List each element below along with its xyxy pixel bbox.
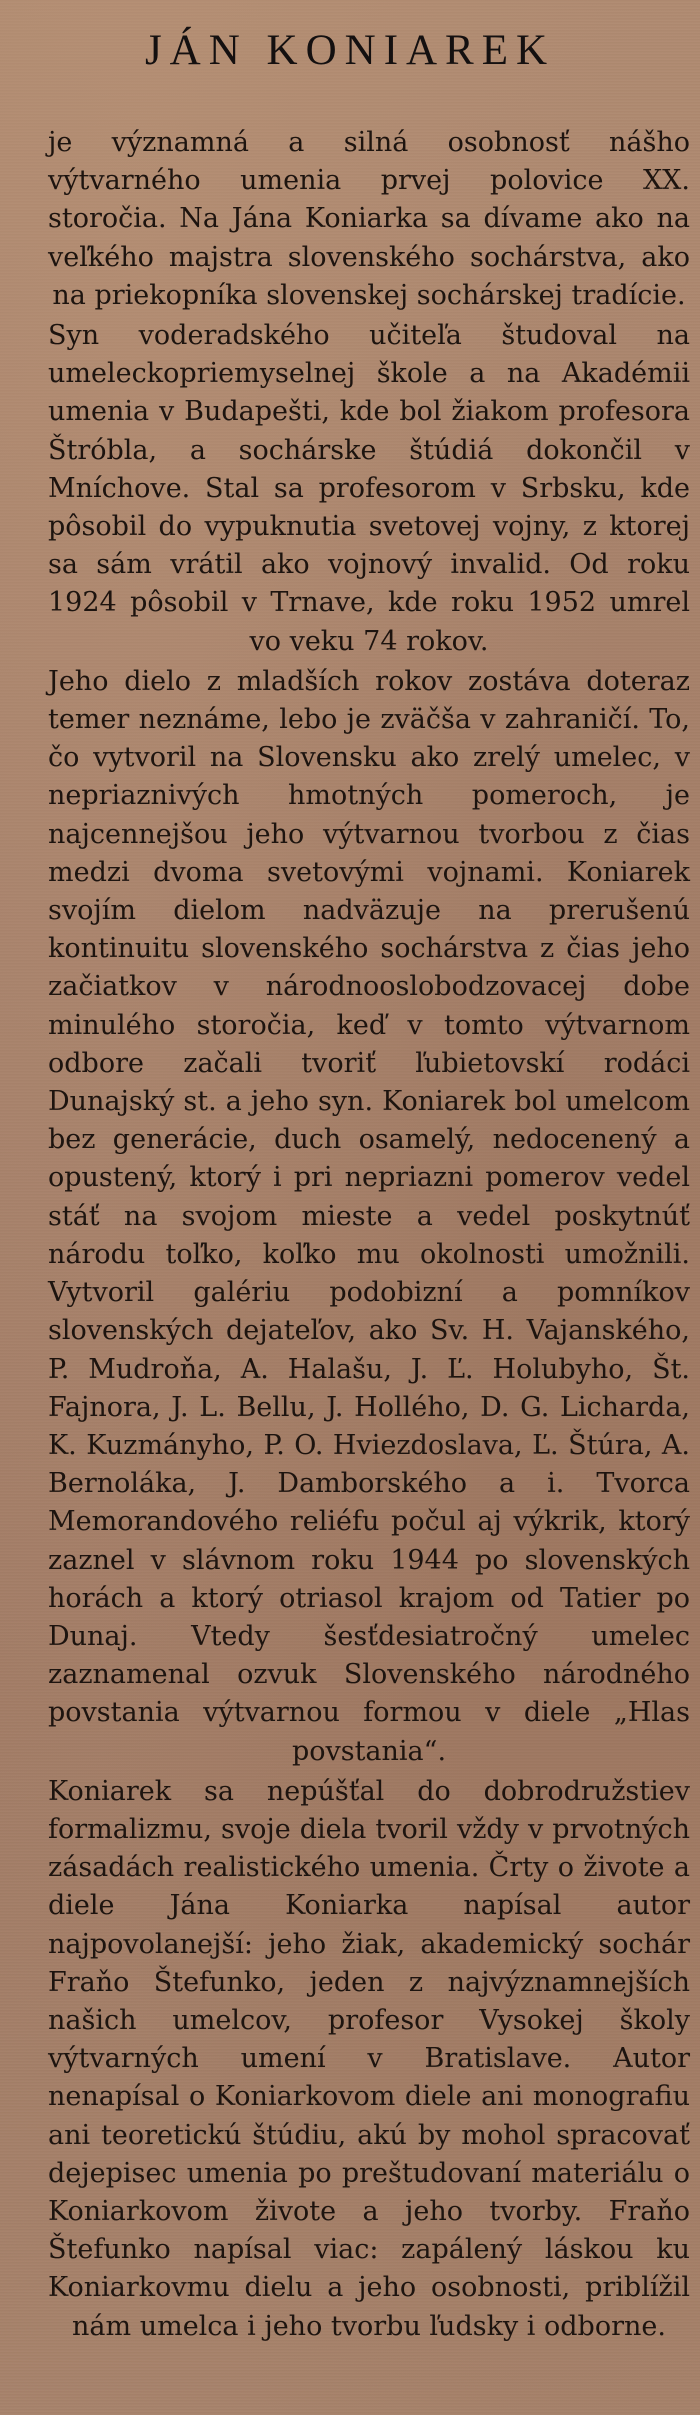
paragraph-book: Koniarek sa nepúšťal do dobrodružstiev formalizmu, svoje diela tvoril vždy v prvotných zásadách realistického umenia. Črty o živote a diele Jána Koniarka napísal autor najpovolanejší: jeho žiak, akademický sochár Fraňo Štefunko, jeden z najvýznamnejších našich umelcov, profesor Vysokej školy výtvarných umení v Bratislave. Autor nenapísal o Koniarkovom diele ani monografiu ani teoretickú štúdiu, akú by mohol spracovať dejepisec umenia po preštudovaní materiálu o Koniarkovom živote a jeho tvorby. Fraňo Štefunko napísal viac: zapálený láskou ku Koniarkovmu dielu a jeho osobnosti, priblížil nám umelca i jeho tvorbu ľudsky i odborne. xyxy=(48,1775,690,2342)
paragraph-biography: Syn voderadského učiteľa študoval na umeleckopriemyselnej škole a na Akadémii umenia v Budapešti, kde bol žiakom profesora Štróbla, a sochárske štúdiá dokončil v Mníchove. Stal sa profesorom v Srbsku, kde pôsobil do vypuknutia svetovej vojny, z ktorej sa sám vrátil ako vojnový invalid. Od roku 1924 pôsobil v Trnave, kde roku 1952 umrel vo veku 74 rokov. xyxy=(48,320,690,657)
page-title: JÁN KONIAREK xyxy=(144,27,556,74)
body-text xyxy=(0,124,700,2346)
paragraph-intro: je významná a silná osobnosť nášho výtvarného umenia prvej polovice XX. storočia. Na Jána Koniarka sa dívame ako na veľkého majstra slovenského sochárstva, ako na priekopníka slovenskej sochárskej tradície. xyxy=(48,127,690,311)
paragraph-work: Jeho dielo z mladších rokov zostáva doteraz temer neznáme, lebo je zväčša v zahraničí. To, čo vytvoril na Slovensku ako zrelý umelec, v nepriaznivých hmotných pomeroch, je najcennejšou jeho výtvarnou tvorbou z čias medzi dvoma svetovými vojnami. Koniarek svojím dielom nadväzuje na prerušenú kontinuitu slovenského sochárstva z čias jeho začiatkov v národnooslobodzovacej dobe minulého storočia, keď v tomto výtvarnom odbore začali tvoriť ľubietovskí rodáci Dunajský st. a jeho syn. Koniarek bol umelcom bez generácie, duch osamelý, nedocenený a opustený, ktorý i pri nepriazni pomerov vedel stáť na svojom mieste a vedel poskytnúť národu toľko, koľko mu okolnosti umožnili. Vytvoril galériu podobizní a pomníkov slovenských dejateľov, ako Sv. H. Vajanského, P. Mudroňa, A. Halašu, J. Ľ. Holubyho, Št. Fajnora, J. L. Bellu, J. Hollého, D. G. Licharda, K. Kuzmányho, P. O. Hviezdoslava, Ľ. Štúra, A. Bernoláka, J. Damborského a i. Tvorca Memorandového reliéfu počul aj výkrik, ktorý zaznel v slávnom roku 1944 po slovenských horách a ktorý otriasol krajom od Tatier po Dunaj. Vtedy šesťdesiatročný umelec zaznamenal ozvuk Slovenského národného povstania výtvarnou formou v diele „Hlas povstania“. xyxy=(48,665,690,1767)
